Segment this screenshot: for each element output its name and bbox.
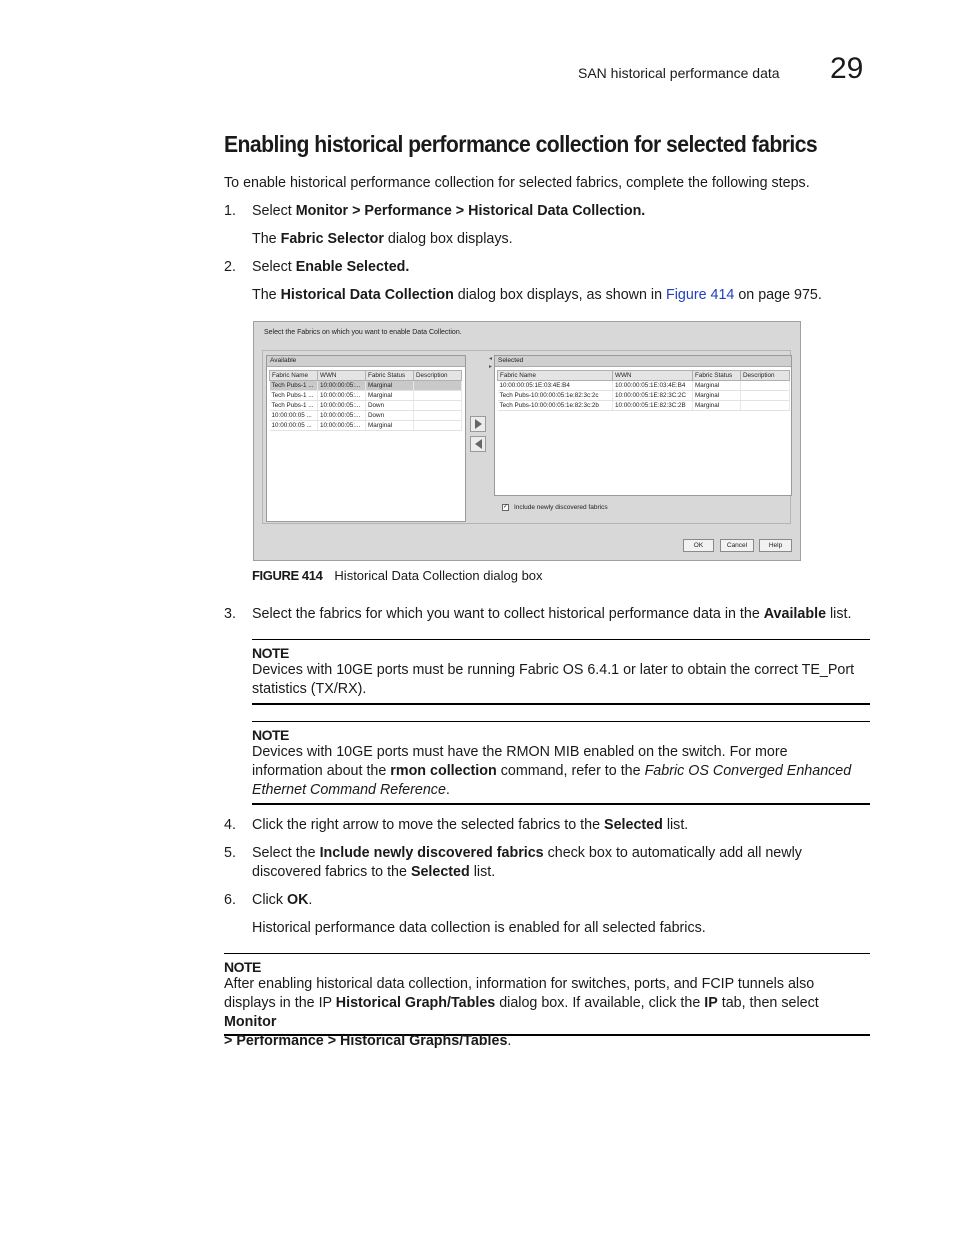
selected-table-cell: 10:00:00:05:1E:03:4E:B4 [498,381,613,391]
available-table-cell: Tech Pubs-1 ... [270,381,318,391]
running-header: SAN historical performance data [578,65,780,81]
step-4: Click the right arrow to move the selected fabrics to the Selected list. [252,817,689,833]
available-table-cell: Tech Pubs-1 ... [270,401,318,411]
step-2-result: The Historical Data Collection dialog box displays, as shown in Figure 414 on page 975. [252,287,822,303]
selected-column-header[interactable]: Fabric Status [693,371,741,381]
selected-panel [494,355,792,496]
step-5: Select the Include newly discovered fabrics check box to automatically add all newly discovered fabrics to the Selected list. [252,845,802,880]
selected-table-cell [741,401,790,411]
move-right-button[interactable] [470,416,486,432]
include-new-fabrics-label: Include newly discovered fabrics [514,504,608,511]
selected-table-cell: 10:00:00:05:1E:03:4E:B4 [613,381,693,391]
available-table-cell: Marginal [366,421,414,431]
note-3-line-1: After enabling historical data collection, information for switches, ports, and FCIP tunnels also [224,976,815,992]
note-3-line-2: displays in the IP Historical Graph/Tables dialog box. If available, click the IP tab, then select Monitor [224,995,819,1030]
note-2 [252,721,870,805]
step-6-number: 6. [224,892,236,908]
available-column-header[interactable]: WWN [318,371,366,381]
available-table-cell [414,381,462,391]
available-table-row[interactable] [270,401,462,411]
step-6-result: Historical performance data collection is enabled for all selected fabrics. [252,920,706,936]
available-table-cell: 10:00:00:05:... [318,411,366,421]
intro-paragraph: To enable historical performance collection for selected fabrics, complete the following steps. [224,175,810,191]
note-1-title: NOTE [252,645,289,661]
note-1-line-1: Devices with 10GE ports must be running Fabric OS 6.4.1 or later to obtain the correct TE_Port [252,662,855,678]
section-title: Enabling historical performance collection for selected fabrics [224,131,818,157]
available-table-row[interactable] [270,411,462,421]
step-1: Select Monitor > Performance > Historical Data Collection. [252,203,646,219]
note-2-line-1: Devices with 10GE ports must have the RMON MIB enabled on the switch. For more [252,744,788,760]
dialog-instruction: Select the Fabrics on which you want to enable Data Collection. [264,329,462,336]
note-3-line-3: > Performance > Historical Graphs/Tables. [224,1033,512,1049]
available-table-cell [414,391,462,401]
step-2-number: 2. [224,259,236,275]
available-table-row[interactable] [270,381,462,391]
note-3-title: NOTE [224,959,261,975]
selected-table-row[interactable] [498,381,790,391]
available-panel [266,355,466,522]
available-table-cell: 10:00:00:05:... [318,421,366,431]
available-table-cell: 10:00:00:05 ... [270,421,318,431]
selected-table-row[interactable] [498,401,790,411]
step-2: Select Enable Selected. [252,259,410,275]
selected-table-cell: Tech Pubs-10:00:00:05:1e:82:3c:2b [498,401,613,411]
step-1-number: 1. [224,203,236,219]
note-1-line-2: statistics (TX/RX). [252,681,367,697]
available-table-cell: Marginal [366,381,414,391]
available-table-cell: 10:00:00:05:... [318,401,366,411]
selected-table-cell [741,381,790,391]
selected-table-cell: 10:00:00:05:1E:82:3C:2B [613,401,693,411]
step-5-number: 5. [224,845,236,861]
step-3-number: 3. [224,606,236,622]
available-table-row[interactable] [270,421,462,431]
chapter-number: 29 [830,52,864,85]
note-2-line-2: information about the rmon collection command, refer to the Fabric OS Converged Enhanced [252,763,852,779]
available-table-cell: Down [366,401,414,411]
available-table-cell: 10:00:00:05 ... [270,411,318,421]
selected-table-cell: 10:00:00:05:1E:82:3C:2C [613,391,693,401]
selected-column-header[interactable]: WWN [613,371,693,381]
selected-column-header[interactable]: Description [741,371,790,381]
available-table-cell: Down [366,411,414,421]
note-3 [224,953,870,1049]
available-table-cell: Tech Pubs-1 ... [270,391,318,401]
selected-title: Selected [495,356,791,367]
collapse-arrow-icon[interactable]: ◂ [489,356,493,362]
note-1 [252,639,870,705]
available-table-cell: Marginal [366,391,414,401]
help-button[interactable]: Help [759,539,792,552]
ok-button[interactable]: OK [683,539,714,552]
figure-link[interactable]: Figure 414 [666,287,735,303]
step-6: Click OK. [252,892,313,908]
available-table-cell [414,411,462,421]
available-title: Available [267,356,465,367]
available-table-cell: 10:00:00:05:... [318,381,366,391]
left-arrow-icon [475,439,482,449]
step-3: Select the fabrics for which you want to collect historical performance data in the Available list. [252,606,852,622]
selected-table-cell: Marginal [693,391,741,401]
expand-arrow-icon[interactable]: ▸ [489,364,493,370]
step-4-number: 4. [224,817,236,833]
cancel-button[interactable]: Cancel [720,539,754,552]
available-table-cell [414,401,462,411]
selected-table-cell: Marginal [693,381,741,391]
step-1-result: The Fabric Selector dialog box displays. [252,231,513,247]
right-arrow-icon [475,419,482,429]
available-column-header[interactable]: Fabric Status [366,371,414,381]
available-column-header[interactable]: Description [414,371,462,381]
selected-table-cell: Marginal [693,401,741,411]
note-2-title: NOTE [252,727,289,743]
available-table-row[interactable] [270,391,462,401]
selected-column-header[interactable]: Fabric Name [498,371,613,381]
available-table [269,370,462,431]
selected-table [497,370,790,411]
selected-table-cell: Tech Pubs-10:00:00:05:1e:82:3c:2c [498,391,613,401]
move-left-button[interactable] [470,436,486,452]
figure-caption: FIGURE 414 Historical Data Collection dialog box [252,568,543,583]
available-column-header[interactable]: Fabric Name [270,371,318,381]
selected-table-cell [741,391,790,401]
available-table-cell: 10:00:00:05:... [318,391,366,401]
selected-table-row[interactable] [498,391,790,401]
available-table-cell [414,421,462,431]
historical-data-collection-dialog [253,321,801,561]
include-new-fabrics-checkbox[interactable]: ✓ [503,504,509,510]
note-2-line-3: Ethernet Command Reference. [252,782,450,798]
